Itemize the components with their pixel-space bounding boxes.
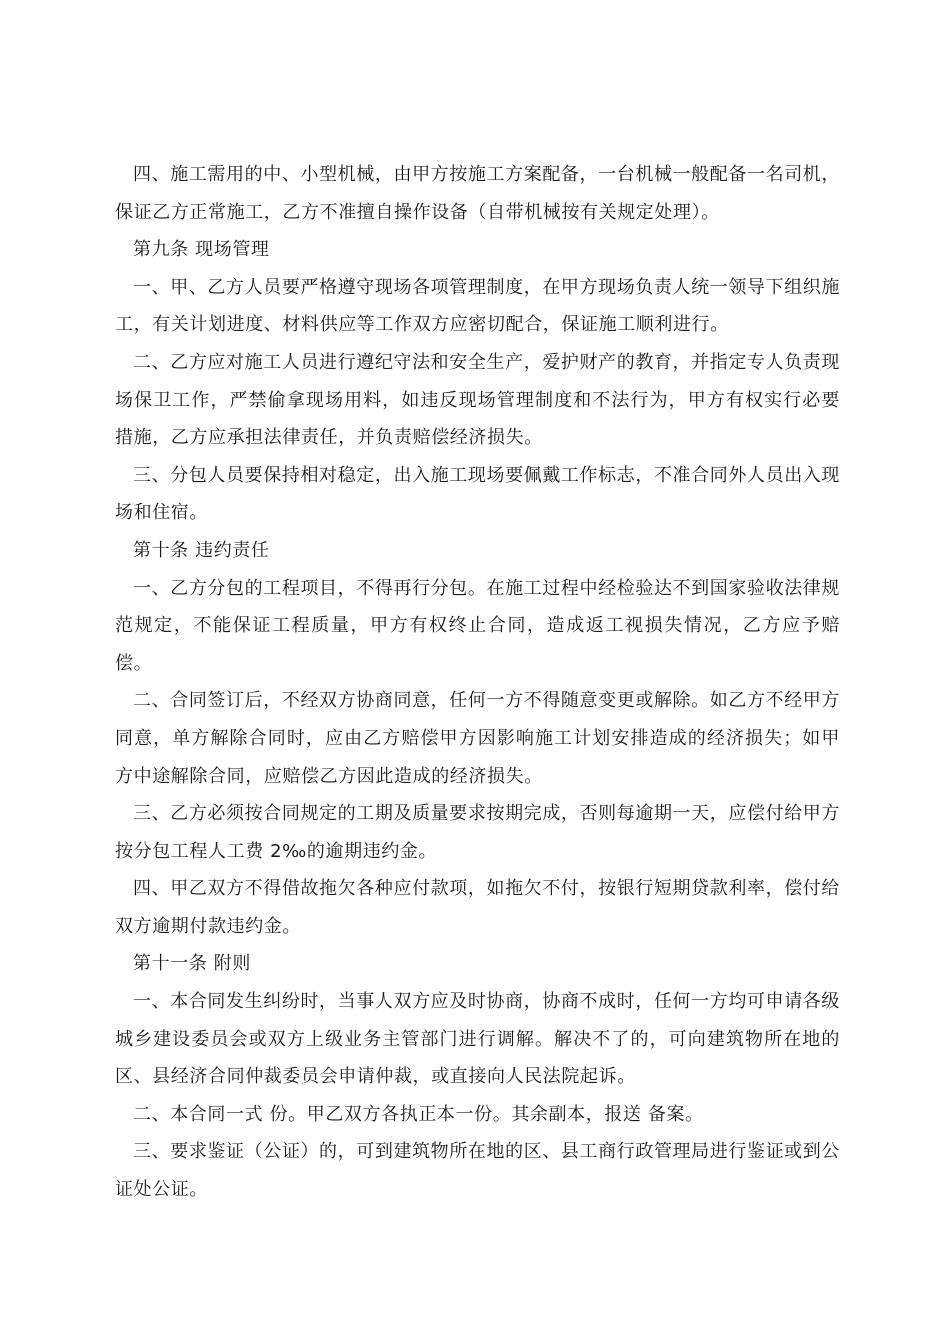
clause-paragraph: 三、要求鉴证（公证）的，可到建筑物所在地的区、县工商行政管理局进行鉴证或到公证处公证。 <box>115 1141 840 1201</box>
clause-paragraph: 三、分包人员要保持相对稳定，出入施工现场要佩戴工作标志，不准合同外人员出入现场和住宿。 <box>115 464 840 524</box>
document-body <box>115 156 840 1209</box>
clause-paragraph: 一、甲、乙方人员要严格遵守现场各项管理制度，在甲方现场负责人统一领导下组织施工，有关计划进度、材料供应等工作双方应密切配合，保证施工顺利进行。 <box>115 276 840 336</box>
article-heading: 第九条 现场管理 <box>133 239 270 261</box>
clause-paragraph: 二、合同签订后，不经双方协商同意，任何一方不得随意变更或解除。如乙方不经甲方同意，单方解除合同时，应由乙方赔偿甲方因影响施工计划安排造成的经济损失；如甲方中途解除合同，应赔偿乙方因此造成的经济损失。 <box>115 690 840 787</box>
clause-paragraph: 二、乙方应对施工人员进行遵纪守法和安全生产，爱护财产的教育，并指定专人负责现场保卫工作，严禁偷拿现场用料，如违反现场管理制度和不法行为，甲方有权实行必要措施，乙方应承担法律责任，并负责赔偿经济损失。 <box>115 351 840 449</box>
clause-paragraph: 二、本合同一式 份。甲乙双方各执正本一份。其余副本，报送 备案。 <box>133 1103 704 1125</box>
clause-paragraph: 三、乙方必须按合同规定的工期及质量要求按期完成，否则每逾期一天，应偿付给甲方按分包工程人工费 2‰的逾期违约金。 <box>115 803 840 862</box>
clause-paragraph: 四、甲乙双方不得借故拖欠各种应付款项，如拖欠不付，按银行短期贷款利率，偿付给双方逾期付款违约金。 <box>115 878 840 937</box>
clause-paragraph: 一、乙方分包的工程项目，不得再行分包。在施工过程中经检验达不到国家验收法律规范规定，不能保证工程质量，甲方有权终止合同，造成返工视损失情况，乙方应予赔偿。 <box>115 577 840 674</box>
article-heading: 第十一条 附则 <box>133 953 251 975</box>
article-heading: 第十条 违约责任 <box>133 539 270 561</box>
clause-paragraph: 一、本合同发生纠纷时，当事人双方应及时协商，协商不成时，任何一方均可申请各级城乡建设委员会或双方上级业务主管部门进行调解。解决不了的，可向建筑物所在地的区、县经济合同仲裁委员会申请仲裁，或直接向人民法院起诉。 <box>115 991 840 1088</box>
clause-paragraph: 四、施工需用的中、小型机械，由甲方按施工方案配备，一台机械一般配备一名司机，保证乙方正常施工，乙方不准擅自操作设备（自带机械按有关规定处理）。 <box>115 164 840 223</box>
